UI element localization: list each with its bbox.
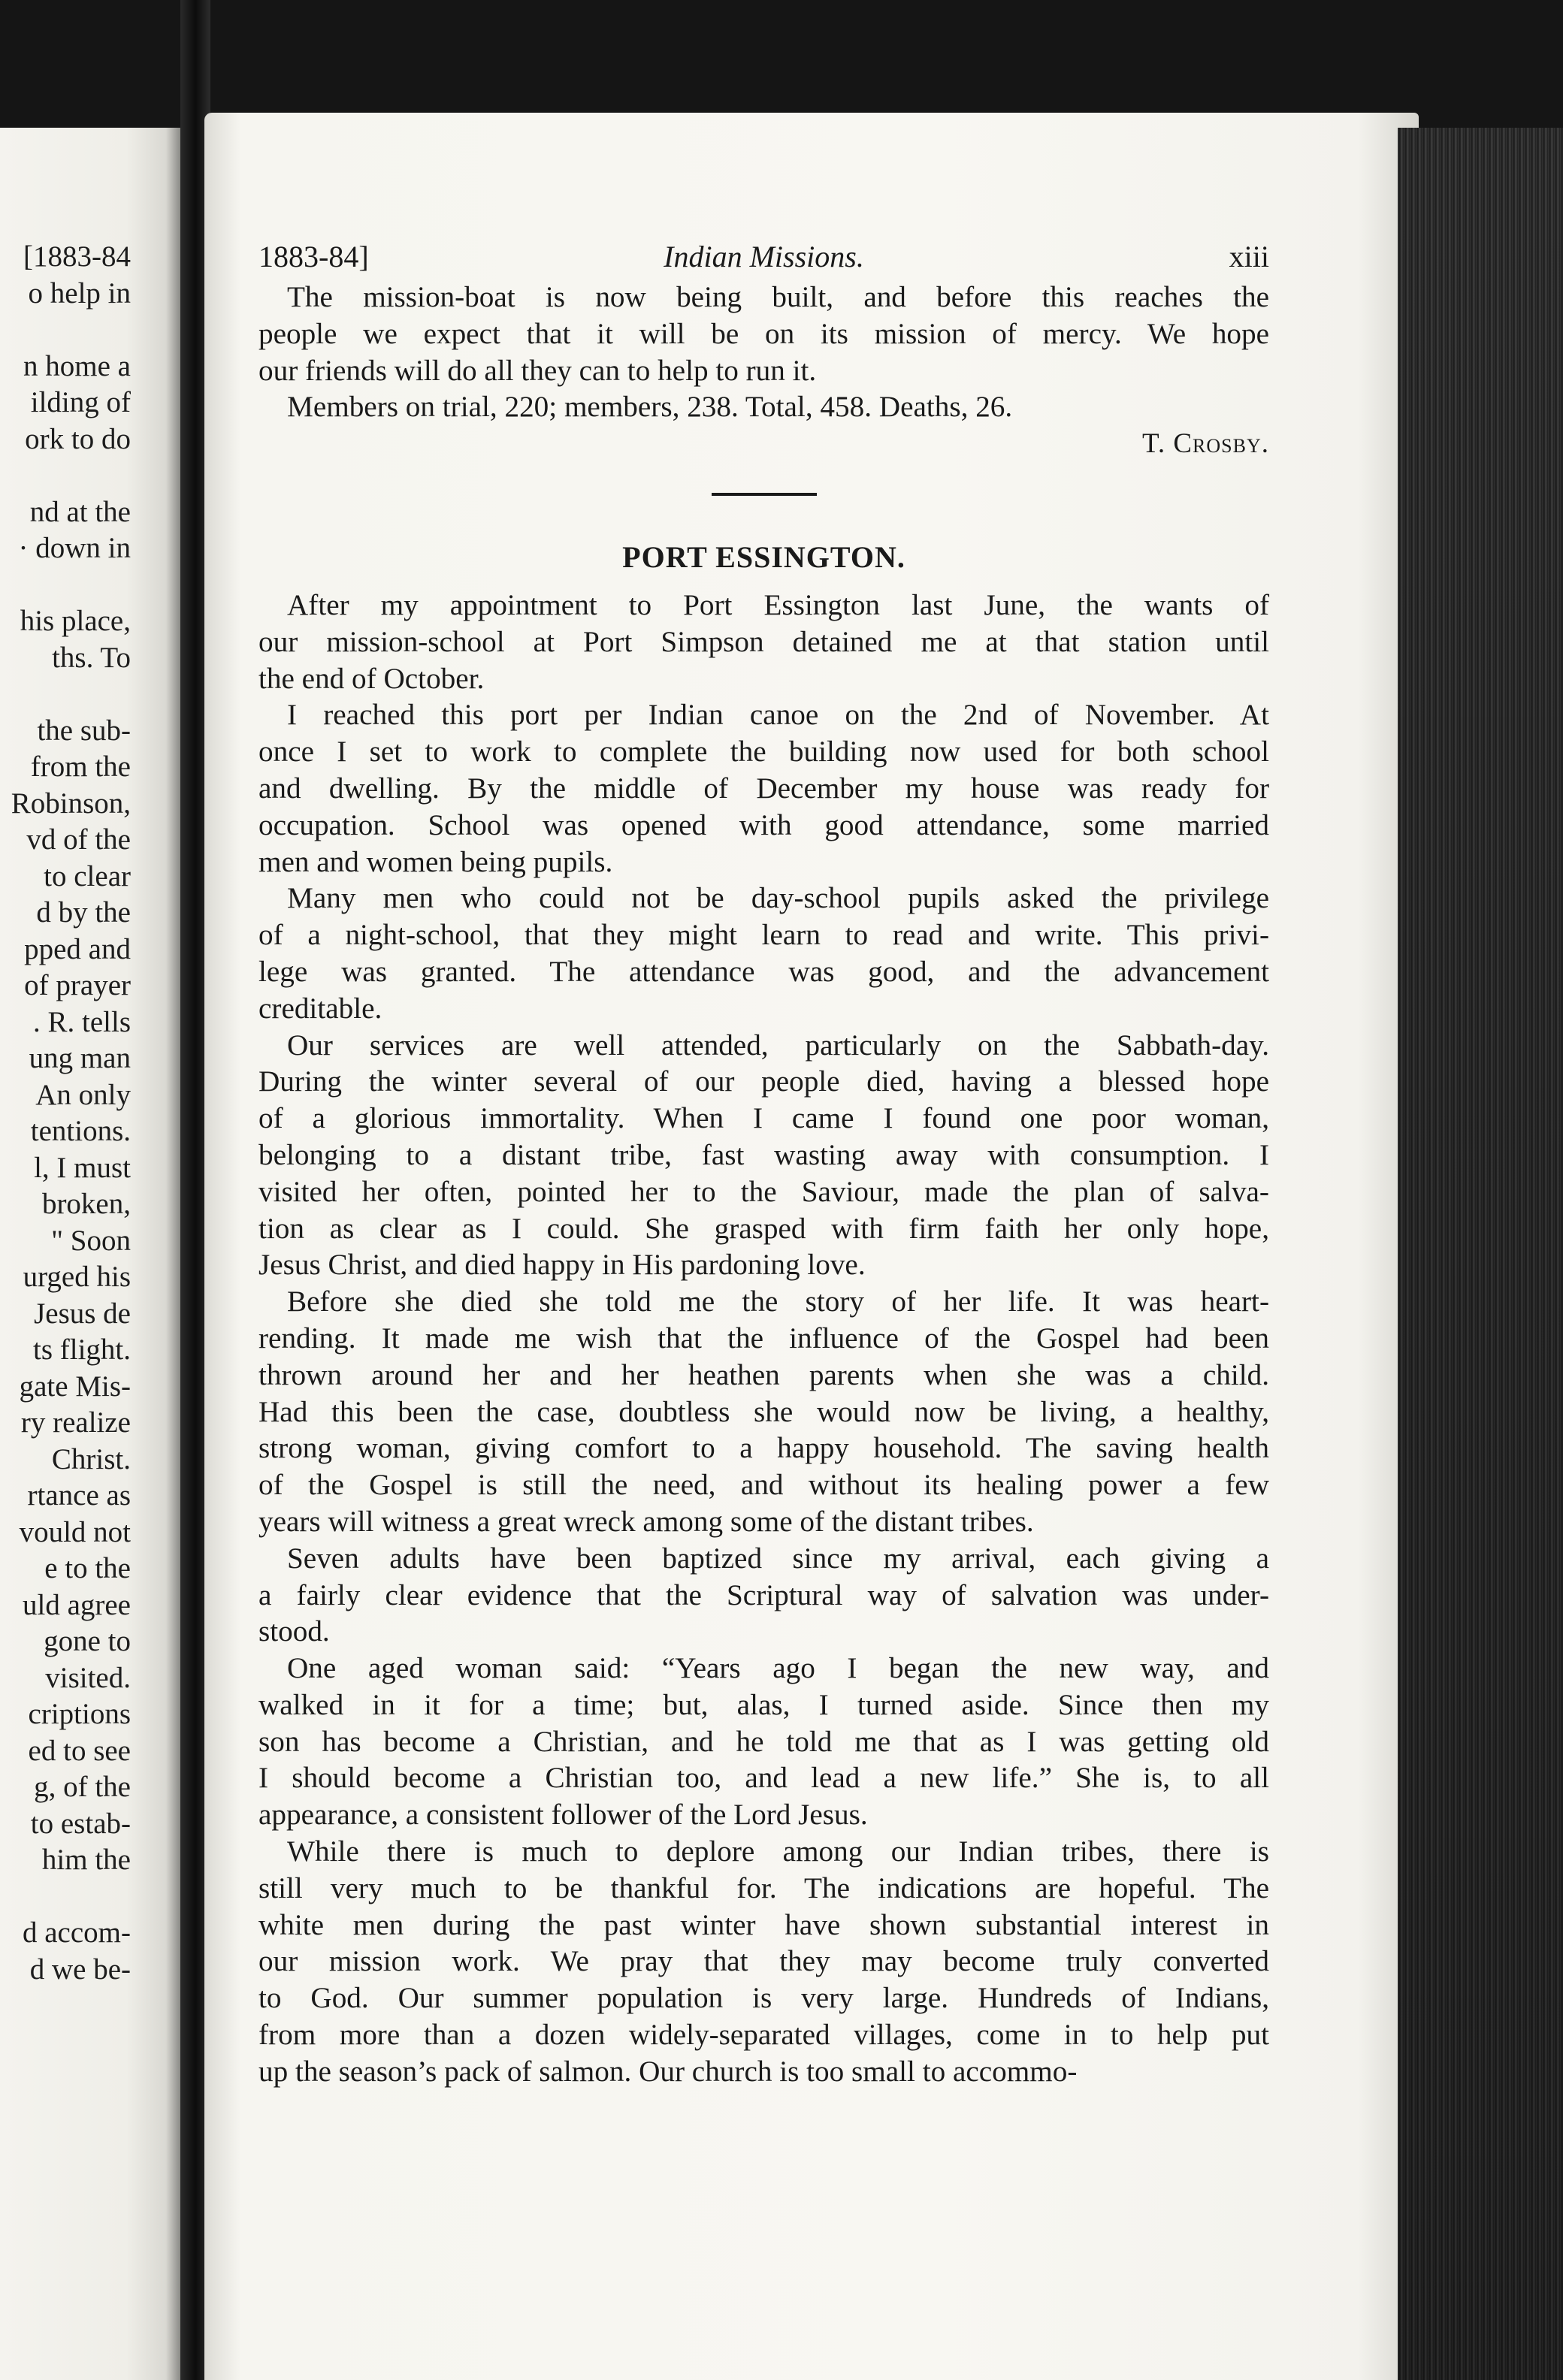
previous-page-line: him the xyxy=(41,1844,131,1876)
header-year: 1883-84] xyxy=(258,240,369,273)
text-line: once I set to work to complete the building now used for both school xyxy=(258,735,1269,769)
previous-page xyxy=(0,128,180,2380)
text-line: I should become a Christian too, and lead a new life.” She is, to all xyxy=(258,1762,1269,1795)
previous-page-line: d we be- xyxy=(29,1953,131,1986)
previous-page-line: uld agree xyxy=(22,1588,131,1621)
text-line: appearance, a consistent follower of the Lord Jesus. xyxy=(258,1799,868,1832)
previous-page-line: n home a xyxy=(23,349,131,382)
text-line: Before she died she told me the story of her life. It was heart- xyxy=(287,1285,1269,1318)
header-title: Indian Missions. xyxy=(664,240,864,273)
text-line: to God. Our summer population is very large. Hundreds of Indians, xyxy=(258,1982,1269,2015)
text-line: from more than a dozen widely-separated villages, come in to help put xyxy=(258,2019,1269,2052)
paragraph xyxy=(258,1651,1269,1834)
text-line: Had this been the case, doubtless she would now be living, a healthy, xyxy=(258,1395,1269,1428)
text-line: years will witness a great wreck among some of the distant tribes. xyxy=(258,1505,1034,1538)
signature: T. Crosby. xyxy=(1142,428,1269,460)
text-line: One aged woman said: “Years ago I began the new way, and xyxy=(287,1652,1269,1685)
text-line: Our services are well attended, particularly on the Sabbath-day. xyxy=(287,1028,1269,1062)
text-line: the end of October. xyxy=(258,662,485,695)
text-line: belonging to a distant tribe, fast wasting away with consumption. I xyxy=(258,1138,1269,1171)
previous-page-line: " Soon xyxy=(51,1224,131,1257)
paragraph xyxy=(258,279,1269,389)
opening-section xyxy=(258,279,1269,426)
previous-page-line: ilding of xyxy=(30,386,131,418)
previous-page-line: l, I must xyxy=(34,1151,131,1184)
previous-page-line: ts flight. xyxy=(32,1333,131,1366)
previous-page-line: An only xyxy=(35,1078,131,1111)
previous-page-line: ork to do xyxy=(25,422,131,455)
paragraph xyxy=(258,697,1269,880)
previous-page-line: Jesus de xyxy=(34,1297,131,1330)
previous-page-line: Robinson, xyxy=(11,787,131,820)
text-line: stood. xyxy=(258,1615,330,1648)
text-line: I reached this port per Indian canoe on the 2nd of November. At xyxy=(287,699,1269,732)
previous-page-line: from the xyxy=(30,751,131,783)
previous-page-line: visited. xyxy=(45,1661,131,1694)
previous-page-line: ry realize xyxy=(20,1406,131,1439)
text-line: up the season’s pack of salmon. Our church is too small to accommo- xyxy=(258,2055,1078,2088)
text-line: creditable. xyxy=(258,992,382,1025)
previous-page-line xyxy=(0,1879,131,1916)
text-line: people we expect that it will be on its mission of mercy. We hope xyxy=(258,317,1269,350)
paragraph xyxy=(258,1541,1269,1651)
previous-page-text xyxy=(0,239,131,1988)
text-line: son has become a Christian, and he told me that as I was getting old xyxy=(258,1725,1269,1758)
paragraph xyxy=(258,1834,1269,2091)
page-text xyxy=(258,234,1269,2091)
previous-page-line: broken, xyxy=(41,1188,131,1220)
text-line: of a night-school, that they might learn to read and write. This privi- xyxy=(258,919,1269,952)
text-line: our friends will do all they can to help to run it. xyxy=(258,354,817,387)
text-line: tion as clear as I could. She grasped with firm faith her only hope, xyxy=(258,1212,1269,1245)
text-line: After my appointment to Port Essington last June, the wants of xyxy=(287,588,1269,621)
text-line: Seven adults have been baptized since my arrival, each giving a xyxy=(287,1542,1269,1575)
text-line: of the Gospel is still the need, and without its healing power a few xyxy=(258,1469,1269,1502)
text-line: Many men who could not be day-school pupils asked the privilege xyxy=(287,882,1269,915)
previous-page-line xyxy=(0,567,131,604)
text-line: lege was granted. The attendance was good, and the advancement xyxy=(258,955,1269,988)
text-line: our mission work. We pray that they may become truly converted xyxy=(258,1945,1269,1978)
previous-page-line: rtance as xyxy=(27,1479,131,1512)
paragraph xyxy=(258,880,1269,1027)
previous-page-line: [1883-84 xyxy=(23,240,131,273)
running-header xyxy=(258,234,1269,279)
previous-page-line: gone to xyxy=(44,1625,131,1657)
page-number: xiii xyxy=(1229,240,1269,273)
previous-page-line: d accom- xyxy=(22,1916,131,1949)
previous-page-line: vould not xyxy=(19,1515,131,1548)
text-line: During the winter several of our people died, having a blessed hope xyxy=(258,1065,1269,1098)
previous-page-line: . R. tells xyxy=(32,1005,131,1038)
previous-page-line: his place, xyxy=(20,605,131,637)
text-line: white men during the past winter have shown substantial interest in xyxy=(258,1908,1269,1941)
text-line: occupation. School was opened with good attendance, some married xyxy=(258,808,1269,841)
text-line: men and women being pupils. xyxy=(258,845,613,878)
previous-page-line: to estab- xyxy=(30,1807,131,1840)
previous-page-line: e to the xyxy=(44,1552,131,1584)
section-divider xyxy=(712,493,817,496)
text-line: thrown around her and her heathen parents when she was a child. xyxy=(258,1358,1269,1391)
previous-page-line: d by the xyxy=(36,896,131,929)
text-line: walked in it for a time; but, alas, I turned aside. Since then my xyxy=(258,1688,1269,1721)
text-line: Members on trial, 220; members, 238. Total, 458. Deaths, 26. xyxy=(287,391,1013,424)
previous-page-line xyxy=(0,312,131,349)
text-line: The mission-boat is now being built, and before this reaches the xyxy=(287,281,1269,313)
previous-page-line: ung man xyxy=(29,1042,131,1074)
text-line: visited her often, pointed her to the Saviour, made the plan of salva- xyxy=(258,1175,1269,1208)
previous-page-line: to clear xyxy=(44,859,131,892)
paragraph xyxy=(258,389,1269,426)
previous-page-line: urged his xyxy=(23,1261,131,1293)
text-line: still very much to be thankful for. The indications are hopeful. The xyxy=(258,1871,1269,1904)
text-line: rending. It made me wish that the influence of the Gospel had been xyxy=(258,1321,1269,1355)
previous-page-line: ed to see xyxy=(28,1734,131,1767)
text-line: our mission-school at Port Simpson detained me at that station until xyxy=(258,625,1269,658)
section-body xyxy=(258,587,1269,2091)
paragraph xyxy=(258,1284,1269,1541)
previous-page-line: criptions xyxy=(28,1698,131,1730)
text-line: of a glorious immortality. When I came I found one poor woman, xyxy=(258,1102,1269,1135)
previous-page-line: pped and xyxy=(24,932,131,965)
previous-page-line: tentions. xyxy=(30,1115,131,1147)
text-line: strong woman, giving comfort to a happy household. The saving health xyxy=(258,1432,1269,1465)
previous-page-line: of prayer xyxy=(24,969,131,1001)
previous-page-line: Christ. xyxy=(51,1442,131,1475)
paragraph xyxy=(258,587,1269,697)
previous-page-line xyxy=(0,676,131,713)
text-line: a fairly clear evidence that the Scriptural way of salvation was under- xyxy=(258,1578,1269,1611)
previous-page-line: gate Mis- xyxy=(19,1370,131,1403)
previous-page-line: ths. To xyxy=(52,641,131,674)
section-title: PORT ESSINGTON. xyxy=(622,539,905,574)
previous-page-line: g, of the xyxy=(34,1771,131,1803)
previous-page-line: nd at the xyxy=(29,495,131,528)
previous-page-line: vd of the xyxy=(26,823,131,856)
previous-page-line xyxy=(0,458,131,494)
text-line: Jesus Christ, and died happy in His pardoning love. xyxy=(258,1249,866,1282)
previous-page-line: o help in xyxy=(28,276,131,310)
text-line: While there is much to deplore among our Indian tribes, there is xyxy=(287,1835,1269,1868)
paragraph xyxy=(258,1028,1269,1285)
previous-page-line: the sub- xyxy=(37,714,131,747)
previous-page-line: · down in xyxy=(18,532,131,564)
text-line: and dwelling. By the middle of December my house was ready for xyxy=(258,772,1269,805)
